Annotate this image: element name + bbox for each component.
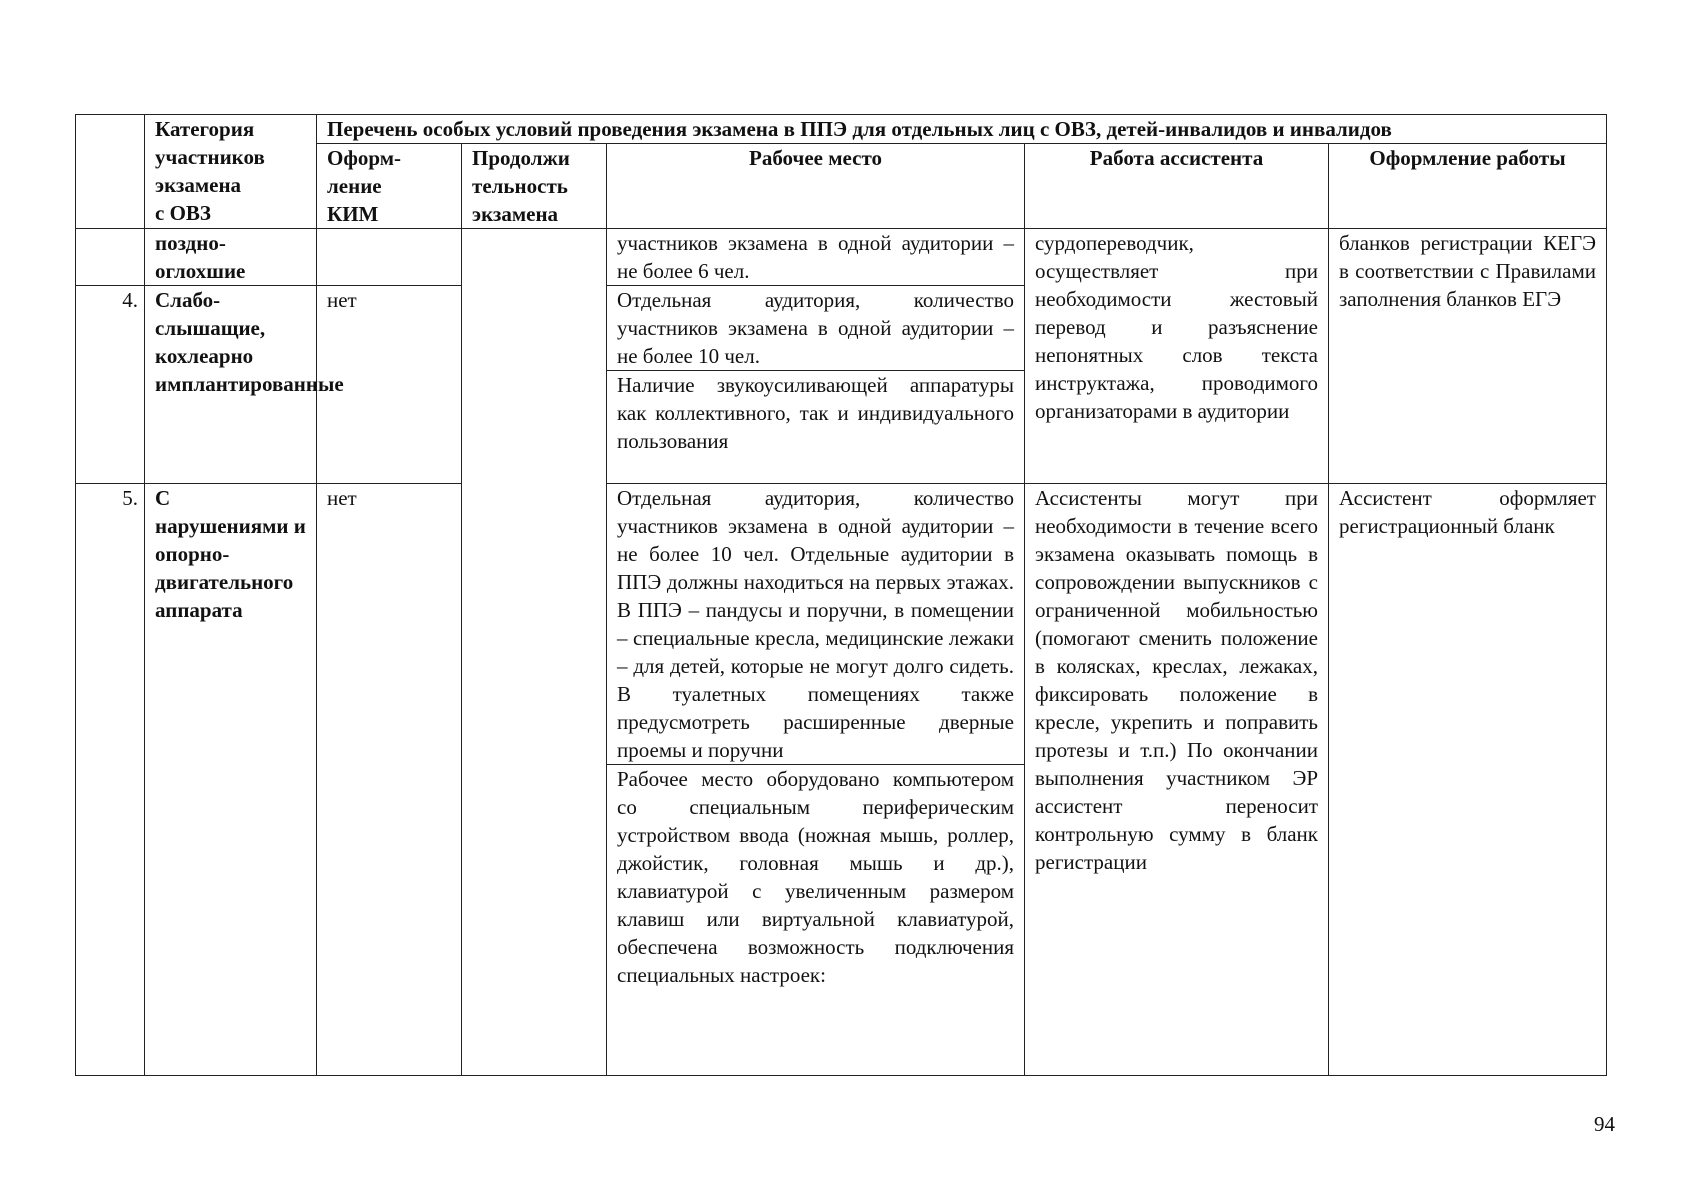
row-category: поздно-оглохшие [145, 229, 317, 286]
header-duration-line: экзамена [472, 202, 559, 226]
workplace-item: Наличие звукоусиливающей аппаратуры как коллективного, так и индивидуального пользования [607, 370, 1024, 455]
header-duration-line: тельность [472, 174, 568, 198]
duration-cell [462, 229, 607, 1076]
row-workplace: участников экзамена в одной аудитории – не более 6 чел. [607, 229, 1025, 286]
header-design: Оформление работы [1329, 144, 1607, 229]
header-category [145, 115, 317, 229]
row-design: Ассистент оформляет регистрационный бланк [1329, 484, 1607, 1076]
header-kim-line: Оформ- [327, 146, 402, 170]
row-workplace [607, 286, 1025, 484]
row-kim [317, 229, 462, 286]
header-kim-line: ление [327, 174, 382, 198]
workplace-item: Отдельная аудитория, количество участников экзамена в одной аудитории – не более 10 чел. Отдельные аудитории в ППЭ должны находиться на первых этажах. В ППЭ – пандусы и поручни, в помещении – специальные кресла, медицинские лежаки – для детей, которые не могут долго сидеть. В туалетных помещениях также предусмотреть расширенные дверные проемы и поручни [617, 486, 1014, 762]
header-category-line: экзамена [155, 173, 242, 197]
row-category: Слабо-слышащие, кохлеарно имплантированные [145, 286, 317, 484]
conditions-table [75, 114, 1607, 1076]
workplace-item: Рабочее место оборудовано компьютером со специальным периферическим устройством ввода (ножная мышь, роллер, джойстик, головная мышь и др.), клавиатурой с увеличенным размером клавиш или виртуальной клавиатурой, обеспечена возможность подключения специальных настроек: [607, 764, 1024, 989]
row-assistant: Ассистенты могут при необходимости в течение всего экзамена оказывать помощь в сопровождении выпускников с ограниченной мобильностью (помогают сменить положение в колясках, креслах, лежаках, фиксировать положение в кресле, укрепить и поправить протезы и т.п.) По окончании выполнения участником ЭР ассистент переносит контрольную сумму в бланк регистрации [1025, 484, 1329, 1076]
row-num [76, 229, 145, 286]
header-category-line: с ОВЗ [155, 201, 211, 225]
row-category: С нарушениями и опорно-двигательного аппарата [145, 484, 317, 1076]
row-kim: нет [317, 484, 462, 1076]
row-assistant: сурдопереводчик, осуществляет при необходимости жестовый перевод и разъяснение непонятных слов текста инструктажа, проводимого организаторами в аудитории [1025, 229, 1329, 484]
header-kim-line: КИМ [327, 202, 379, 226]
header-title: Перечень особых условий проведения экзамена в ППЭ для отдельных лиц с ОВЗ, детей-инвалидов и инвалидов [317, 115, 1607, 144]
header-duration [462, 144, 607, 229]
header-duration-line: Продолжи [472, 146, 570, 170]
row-design: бланков регистрации КЕГЭ в соответствии с Правилами заполнения бланков ЕГЭ [1329, 229, 1607, 484]
row-kim: нет [317, 286, 462, 484]
row-num: 5. [76, 484, 145, 1076]
header-category-line: Категория [155, 117, 255, 141]
header-assistant: Работа ассистента [1025, 144, 1329, 229]
row-num: 4. [76, 286, 145, 484]
row-workplace [607, 484, 1025, 1076]
header-category-line: участников [155, 145, 265, 169]
workplace-item: Отдельная аудитория, количество участников экзамена в одной аудитории – не более 10 чел. [617, 288, 1014, 368]
header-num-cell [76, 115, 145, 229]
header-kim [317, 144, 462, 229]
header-workplace: Рабочее место [607, 144, 1025, 229]
page-number: 94 [1594, 1112, 1615, 1136]
